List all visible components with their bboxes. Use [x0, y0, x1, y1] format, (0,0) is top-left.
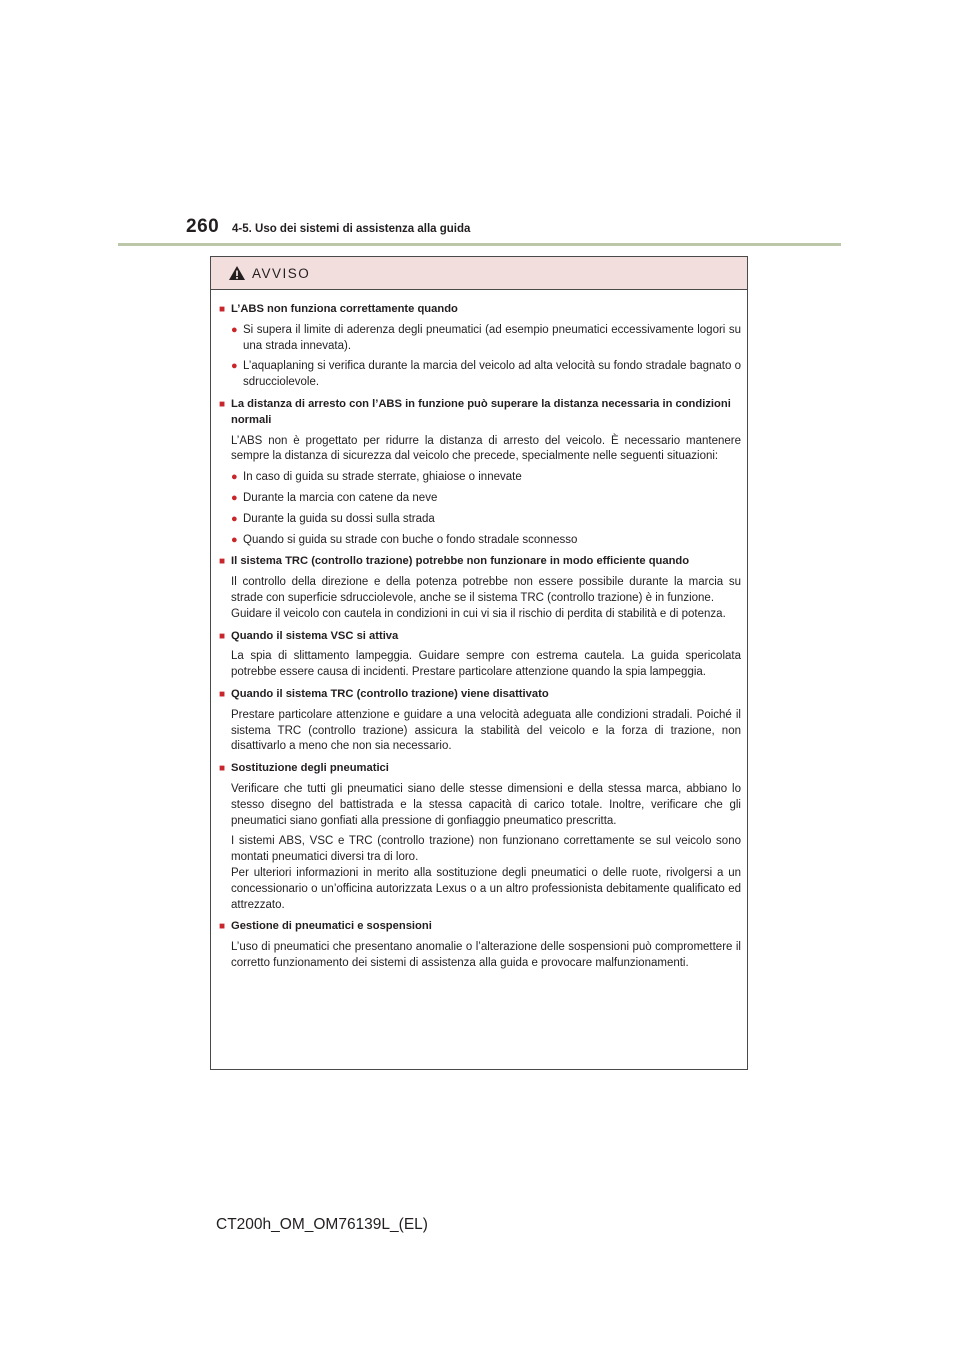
- section-abs-stopping-distance: [219, 397, 741, 548]
- section-paragraph: La spia di slittamento lampeggia. Guidare sempre con estrema cautela. La guida spericolata potrebbe essere causa di incidenti. Prestare particolare attenzione quando la spia lampeggia.: [231, 650, 741, 679]
- list-item: ● Quando si guida su strade con buche o fondo stradale sconnesso: [231, 533, 741, 549]
- section-heading: Quando il sistema TRC (controllo trazione) viene disattivato: [231, 687, 549, 700]
- section-heading: L’ABS non funziona correttamente quando: [231, 303, 458, 315]
- footer-document-code: CT200h_OM_OM76139L_(EL): [216, 1216, 428, 1233]
- bullet-dot-icon: ●: [231, 491, 238, 504]
- warning-body: [211, 290, 747, 972]
- section-heading: La distanza di arresto con l’ABS in funzione può superare la distanza necessaria in condizioni normali: [231, 397, 731, 426]
- header-divider: [118, 243, 841, 246]
- section-paragraph: Guidare il veicolo con cautela in condizioni in cui vi sia il rischio di perdita di stabilità e di potenza.: [231, 607, 726, 620]
- square-bullet-icon: ■: [219, 398, 226, 410]
- square-bullet-icon: ■: [219, 304, 226, 315]
- list-item: ● Durante la guida su dossi sulla strada: [231, 512, 741, 528]
- list-item: ● In caso di guida su strade sterrate, ghiaiose o innevate: [231, 470, 741, 486]
- section-paragraph: I sistemi ABS, VSC e TRC (controllo trazione) non funzionano correttamente se sul veicolo sono montati pneumatici diversi tra di loro.: [231, 835, 741, 864]
- warning-header: [211, 257, 747, 290]
- warning-box: [210, 256, 748, 1070]
- section-heading: Quando il sistema VSC si attiva: [231, 629, 399, 642]
- section-trc-disabled: [219, 687, 741, 755]
- warning-title: AVVISO: [252, 265, 311, 281]
- section-vsc-active: [219, 629, 741, 681]
- warning-triangle-icon: [228, 265, 246, 281]
- page-number: 260: [186, 216, 220, 237]
- bullet-dot-icon: ●: [231, 512, 238, 525]
- square-bullet-icon: ■: [219, 630, 226, 642]
- section-tires-suspension: [219, 919, 741, 971]
- bullet-dot-icon: ●: [231, 360, 238, 373]
- section-tire-replacement: [219, 761, 741, 913]
- section-paragraph: Per ulteriori informazioni in merito alla sostituzione degli pneumatici o delle ruote, rivolgersi a un concessionario o un’officina autorizzata Lexus o a un altro professionista debitamente qualificato ed attrezzato.: [231, 866, 741, 911]
- bullet-dot-icon: ●: [231, 323, 238, 336]
- section-paragraph: Il controllo della direzione e della potenza potrebbe non essere possibile durante la marcia su strade con superficie sdrucciolevole, anche se il sistema TRC (controllo trazione) è in funzione.: [231, 576, 741, 604]
- section-heading: Il sistema TRC (controllo trazione) potrebbe non funzionare in modo efficiente quando: [231, 555, 690, 568]
- square-bullet-icon: ■: [219, 688, 226, 700]
- list-item: ● Si supera il limite di aderenza degli pneumatici (ad esempio pneumatici eccessivamente logori su una strada innevata).: [231, 323, 741, 355]
- section-abs-malfunction: [219, 302, 741, 391]
- section-heading: Sostituzione degli pneumatici: [231, 762, 389, 775]
- square-bullet-icon: ■: [219, 556, 226, 568]
- square-bullet-icon: ■: [219, 921, 226, 933]
- list-item: ● Durante la marcia con catene da neve: [231, 491, 741, 507]
- section-trc-efficiency: [219, 554, 741, 622]
- section-heading: Gestione di pneumatici e sospensioni: [231, 920, 432, 933]
- section-paragraph: Prestare particolare attenzione e guidare a una velocità adeguata alle condizioni stradali. Poiché il sistema TRC (controllo trazione) assicura la stabilità del veicolo e la forza di trazione, non disattivarlo a meno che non sia necessario.: [231, 708, 741, 753]
- list-item: ● L’aquaplaning si verifica durante la marcia del veicolo ad alta velocità su fondo stradale bagnato o sdrucciolevole.: [231, 359, 741, 391]
- section-title: 4-5. Uso dei sistemi di assistenza alla guida: [232, 223, 471, 235]
- section-paragraph: L’ABS non è progettato per ridurre la distanza di arresto del veicolo. È necessario mantenere sempre la distanza di sicurezza dal veicolo che precede, specialmente nelle seguenti situazioni:: [231, 434, 741, 463]
- square-bullet-icon: ■: [219, 763, 226, 775]
- section-paragraph: Verificare che tutti gli pneumatici siano delle stesse dimensioni e della stessa marca, abbiano lo stesso disegno del battistrada e la stessa capacità di carico totale. Inoltre, verificare che gli pneumatici siano gonfiati alla pressione di gonfiaggio pneumatico prescritta.: [231, 782, 741, 827]
- section-paragraph: L’uso di pneumatici che presentano anomalie o l’alterazione delle sospensioni può compromettere il corretto funzionamento dei sistemi di assistenza alla guida e provocare malfunzionamenti.: [231, 941, 741, 969]
- bullet-dot-icon: ●: [231, 471, 238, 484]
- bullet-dot-icon: ●: [231, 533, 238, 546]
